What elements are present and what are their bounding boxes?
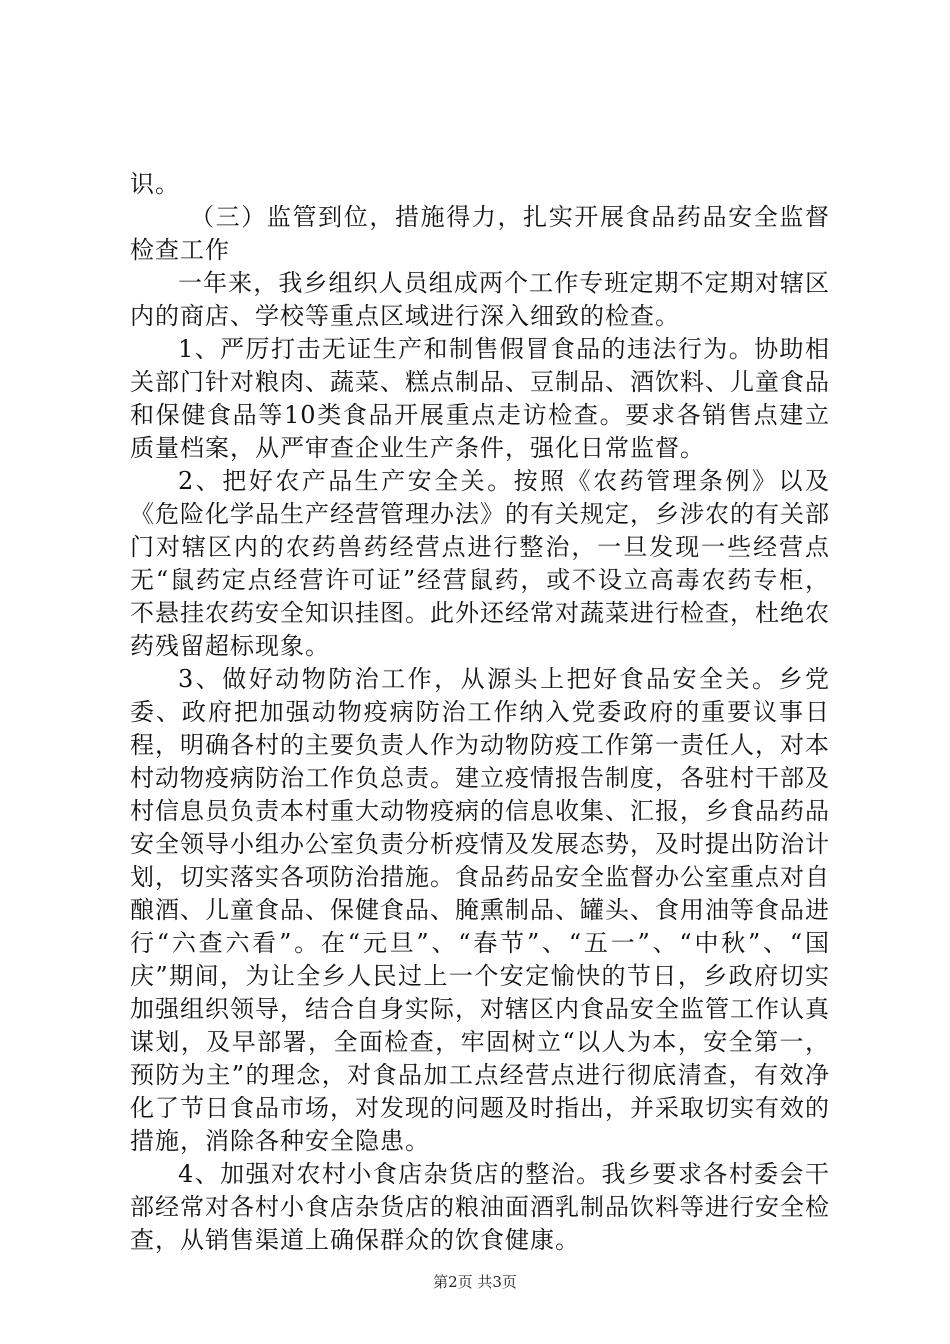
page-footer: 第2页 共3页 xyxy=(433,1273,517,1291)
paragraph-item-3: 3、做好动物防治工作，从源头上把好食品安全关。乡党委、政府把加强动物疫病防治工作纳入党委政府的重要议事日程，明确各村的主要负责人作为动物防疫工作第一责任人，对本村动物疫病防治工作负总责。建立疫情报告制度，各驻村干部及村信息员负责本村重大动物疫病的信息收集、汇报，乡食品药品安全领导小组办公室负责分析疫情及发展态势，及时提出防治计划，切实落实各项防治措施。食品药品安全监督办公室重点对自酿酒、儿童食品、保健食品、腌熏制品、罐头、食用油等食品进行“六查六看”。在“元旦”、“春节”、“五一”、“中秋”、“国庆”期间，为让全乡人民过上一个安定愉快的节日，乡政府切实加强组织领导，结合自身实际，对辖区内食品安全监管工作认真谋划，及早部署，全面检查，牢固树立“以人为本，安全第一，预防为主”的理念，对食品加工点经营点进行彻底清查，有效净化了节日食品市场，对发现的问题及时指出，并采取切实有效的措施，消除各种安全隐患。 xyxy=(130,665,830,1155)
document-body xyxy=(130,168,830,1257)
paragraph: 一年来，我乡组织人员组成两个工作专班定期不定期对辖区内的商店、学校等重点区域进行深入细致的检查。 xyxy=(130,269,830,330)
paragraph-item-4: 4、加强对农村小食店杂货店的整治。我乡要求各村委会干部经常对各村小食店杂货店的粮油面酒乳制品饮料等进行安全检查，从销售渠道上确保群众的饮食健康。 xyxy=(130,1160,830,1254)
section-heading: （三）监管到位，措施得力，扎实开展食品药品安全监督检查工作 xyxy=(130,203,830,264)
paragraph-continuation: 识。 xyxy=(130,170,180,198)
paragraph-item-2: 2、把好农产品生产安全关。按照《农药管理条例》以及《危险化学品生产经营管理办法》的有关规定，乡涉农的有关部门对辖区内的农药兽药经营点进行整治，一旦发现一些经营点无“鼠药定点经营许可证”经营鼠药，或不设立高毒农药专柜，不悬挂农药安全知识挂图。此外还经常对蔬菜进行检查，杜绝农药残留超标现象。 xyxy=(130,467,830,660)
paragraph-item-1: 1、严厉打击无证生产和制售假冒食品的违法行为。协助相关部门针对粮肉、蔬菜、糕点制品、豆制品、酒饮料、儿童食品和保健食品等10类食品开展重点走访检查。要求各销售点建立质量档案，从严审查企业生产条件，强化日常监督。 xyxy=(130,335,830,462)
